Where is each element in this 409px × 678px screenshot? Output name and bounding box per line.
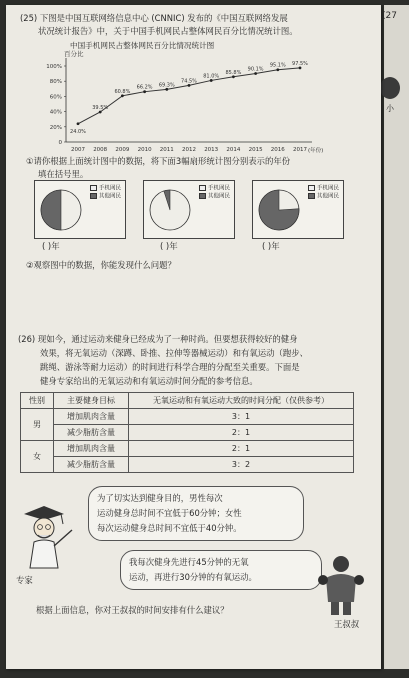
q26-question: 根据上面信息，你对王叔叔的时间安排有什么建议？ [36, 605, 229, 615]
x-tick-label: 2016 [270, 147, 285, 153]
pie-chart-1 [34, 180, 126, 239]
expert-speech-bubble [88, 486, 304, 541]
q26-line3: 跳绳、游泳等耐力运动）的时间进行科学合理的分配至关重要。下面是 [40, 362, 300, 372]
data-label: 24.0% [70, 128, 86, 135]
x-tick-label: 2015 [248, 147, 263, 153]
expert-bubble-line1: 为了切实达到健身目的，男性每次 [97, 493, 223, 503]
data-point [143, 90, 146, 93]
data-label: 39.5% [92, 104, 109, 111]
data-label: 85.8% [225, 69, 242, 76]
ratio-cell: 3：2 [129, 457, 354, 473]
goal-cell: 减少脂肪含量 [54, 425, 129, 441]
data-point [77, 122, 80, 125]
data-label: 74.5% [181, 78, 197, 85]
x-axis-label: (年份) [308, 148, 324, 154]
wang-bubble-line1: 我每次健身先进行45分钟的无氧 [129, 557, 249, 567]
data-point [121, 94, 124, 97]
x-tick-label: 2008 [93, 147, 108, 153]
series-line [78, 68, 300, 124]
y-axis-label: 百分比 [64, 50, 84, 58]
expert-label: 专家 [16, 575, 33, 585]
expert-bubble-line2: 运动健身总时间不宜低于60分钟；女性 [97, 508, 242, 518]
q26-line1: (26) 现如今，通过运动来健身已经成为了一种时尚。但要想获得较好的健身 [18, 334, 298, 344]
header-gender: 性别 [21, 393, 54, 409]
goal-cell: 增加肌肉含量 [54, 409, 129, 425]
y-tick-label: 80% [49, 79, 62, 86]
q26-line4: 健身专家给出的无氧运动和有氧运动时间分配的参考信息。 [40, 376, 258, 386]
table-row [21, 441, 354, 457]
data-label: 60.8% [114, 88, 131, 95]
x-tick-label: 2011 [159, 147, 174, 153]
data-point [254, 72, 257, 75]
header-ratio: 无氧运动和有氧运动大致的时间分配（仅供参考） [129, 393, 354, 409]
ratio-cell: 2：1 [129, 425, 354, 441]
expert-figure-icon [14, 500, 76, 576]
data-point [299, 67, 302, 70]
line-chart [36, 50, 336, 155]
legend-mobile: 手机网民 [98, 185, 121, 192]
x-tick-label: 2017 [293, 147, 307, 153]
x-tick-label: 2013 [204, 147, 219, 153]
data-label: 95.1% [269, 62, 286, 69]
legend-other: 其他网民 [98, 193, 121, 199]
reference-table [20, 392, 354, 473]
goal-cell: 增加肌肉含量 [54, 441, 129, 457]
pie-legend [90, 185, 121, 200]
table-row [21, 425, 354, 441]
year-blank-3[interactable]: ( )年 [262, 241, 280, 251]
wang-label: 王叔叔 [334, 619, 360, 629]
wang-speech-bubble [120, 550, 322, 590]
ratio-cell: 2：1 [129, 441, 354, 457]
year-blank-1[interactable]: ( )年 [42, 241, 60, 251]
x-tick-label: 2014 [226, 147, 241, 153]
x-tick-label: 2010 [137, 147, 152, 153]
legend-mobile: 手机网民 [207, 185, 230, 192]
year-blank-2[interactable]: ( )年 [160, 241, 178, 251]
data-point [188, 84, 191, 87]
pie-other-slice [41, 190, 61, 230]
data-point [99, 111, 102, 114]
cartoon-figure-icon [380, 77, 400, 99]
y-tick-label: 60% [49, 94, 62, 101]
legend-other: 其他网民 [207, 193, 230, 199]
q26-line2: 效果，将无氧运动（深蹲、卧推、拉伸等器械运动）和有氧运动（跑步、 [40, 348, 308, 358]
q25-task2: ②观察图中的数据，你能发现什么问题？ [26, 260, 176, 270]
wang-figure-icon [316, 552, 366, 616]
goal-cell: 减少脂肪含量 [54, 457, 129, 473]
q25-task1-line2: 填在括号里。 [38, 169, 89, 179]
expert-bubble-line3: 每次运动健身总时间不宜低于40分钟。 [97, 523, 242, 533]
header-goal: 主要健身目标 [54, 393, 129, 409]
pie-chart-2 [143, 180, 235, 239]
y-tick-label: 20% [49, 124, 62, 131]
table-row [21, 457, 354, 473]
pie-chart-3 [252, 180, 344, 239]
y-tick-label: 100% [46, 64, 62, 70]
data-label: 97.5% [292, 60, 308, 67]
q25-intro-line1: (25) 下图是中国互联网络信息中心 (CNNIC) 发布的《中国互联网络发展 [20, 13, 288, 23]
data-point [232, 75, 235, 78]
ratio-cell: 3：1 [129, 409, 354, 425]
wang-bubble-line2: 运动，再进行30分钟的有氧运动。 [129, 572, 257, 582]
data-label: 69.3% [158, 82, 175, 89]
table-row [21, 409, 354, 425]
q25-task1-line1: ①请你根据上面统计图中的数据，将下面3幅扇形统计图分别表示的年份 [26, 156, 291, 166]
next-page-strip [384, 5, 409, 669]
legend-other: 其他网民 [316, 193, 339, 199]
data-point [165, 88, 168, 91]
pie-legend [199, 185, 230, 200]
y-tick-label: 40% [49, 109, 62, 116]
data-point [210, 79, 213, 82]
next-page-fragment: 小 [386, 104, 394, 113]
data-label: 81.0% [203, 73, 220, 80]
table-header-row [21, 393, 354, 409]
data-label: 66.2% [136, 84, 153, 91]
gender-cell: 女 [21, 441, 54, 473]
pie-legend [308, 185, 339, 200]
legend-mobile: 手机网民 [316, 185, 339, 192]
q25-intro-line2: 状况统计报告》中，关于中国手机网民占整体网民百分比情况统计图。 [38, 26, 298, 36]
data-point [276, 68, 279, 71]
chart-title: 中国手机网民占整体网民百分比情况统计图 [70, 41, 215, 50]
data-label: 90.1% [247, 66, 264, 73]
x-tick-label: 2012 [182, 147, 196, 153]
y-tick-label: 0 [58, 140, 62, 146]
gender-cell: 男 [21, 409, 54, 441]
next-question-number: (27 [382, 11, 397, 21]
x-tick-label: 2009 [115, 147, 130, 153]
x-tick-label: 2007 [71, 147, 85, 153]
